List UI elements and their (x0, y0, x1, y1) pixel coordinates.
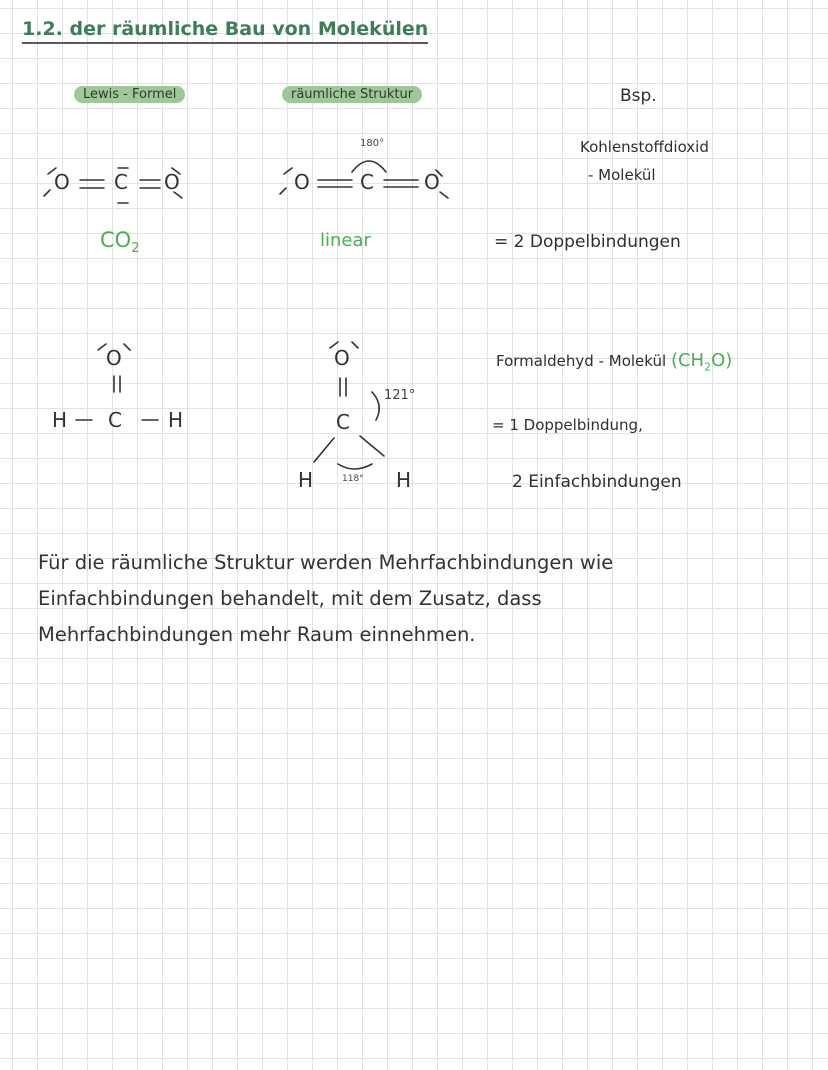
explanation-paragraph (38, 545, 778, 653)
ch2o-bond-info-line1: = 1 Doppelbindung, (492, 416, 643, 434)
atom-c-center: C (336, 410, 351, 434)
lone-pair-stroke (284, 168, 292, 174)
atom-o-top: O (106, 346, 123, 370)
lone-pair-stroke (352, 342, 358, 348)
angle-label-121: 121° (384, 388, 416, 403)
atom-o-top: O (334, 346, 351, 370)
atom-o-left: O (294, 170, 311, 194)
paragraph-line: Für die räumliche Struktur werden Mehrfachbindungen wie (38, 551, 614, 574)
lone-pair-stroke (98, 344, 106, 350)
lone-pair-stroke (124, 344, 130, 350)
column-header-example: Bsp. (620, 86, 657, 106)
lone-pair-stroke (440, 192, 448, 198)
atom-c-center: C (108, 408, 123, 432)
column-header-lewis: Lewis - Formel (74, 86, 185, 103)
co2-bond-info: = 2 Doppelbindungen (494, 232, 681, 252)
paragraph-line: Mehrfachbindungen mehr Raum einnehmen. (38, 623, 476, 646)
atom-c-center: C (360, 170, 375, 194)
atom-o-right: O (424, 170, 441, 194)
example-name-ch2o: Formaldehyd - Molekül $(CH_2O)$ (496, 350, 733, 374)
atom-h-right: H (168, 408, 185, 432)
atom-c-center: C (114, 170, 129, 194)
angle-label-118: 118° (342, 474, 364, 484)
co2-formula: $CO_2$ (100, 228, 140, 257)
example-name-co2-line2: - Molekül (588, 166, 656, 184)
angle-label-180: 180° (360, 138, 385, 149)
atom-h-left: H (52, 408, 69, 432)
single-bond-line (360, 436, 384, 456)
lone-pair-stroke (280, 188, 286, 194)
paragraph-line: Einfachbindungen behandelt, mit dem Zusatz, dass (38, 587, 542, 610)
ch2o-bond-info-line2: 2 Einfachbindungen (512, 472, 682, 492)
page-title: 1.2. der räumliche Bau von Molekülen (22, 18, 428, 44)
single-bond-line (314, 438, 334, 462)
lone-pair-stroke (44, 190, 50, 196)
atom-h-left: H (298, 468, 315, 492)
angle-arc (372, 392, 379, 420)
atom-h-right: H (396, 468, 413, 492)
angle-arc (338, 464, 372, 469)
shape-label-linear: linear (320, 230, 371, 251)
example-name-co2-line1: Kohlenstoffdioxid (580, 138, 709, 156)
atom-o-right: O (164, 170, 181, 194)
atom-o-left: O (54, 170, 71, 194)
column-header-spatial: räumliche Struktur (282, 86, 422, 103)
